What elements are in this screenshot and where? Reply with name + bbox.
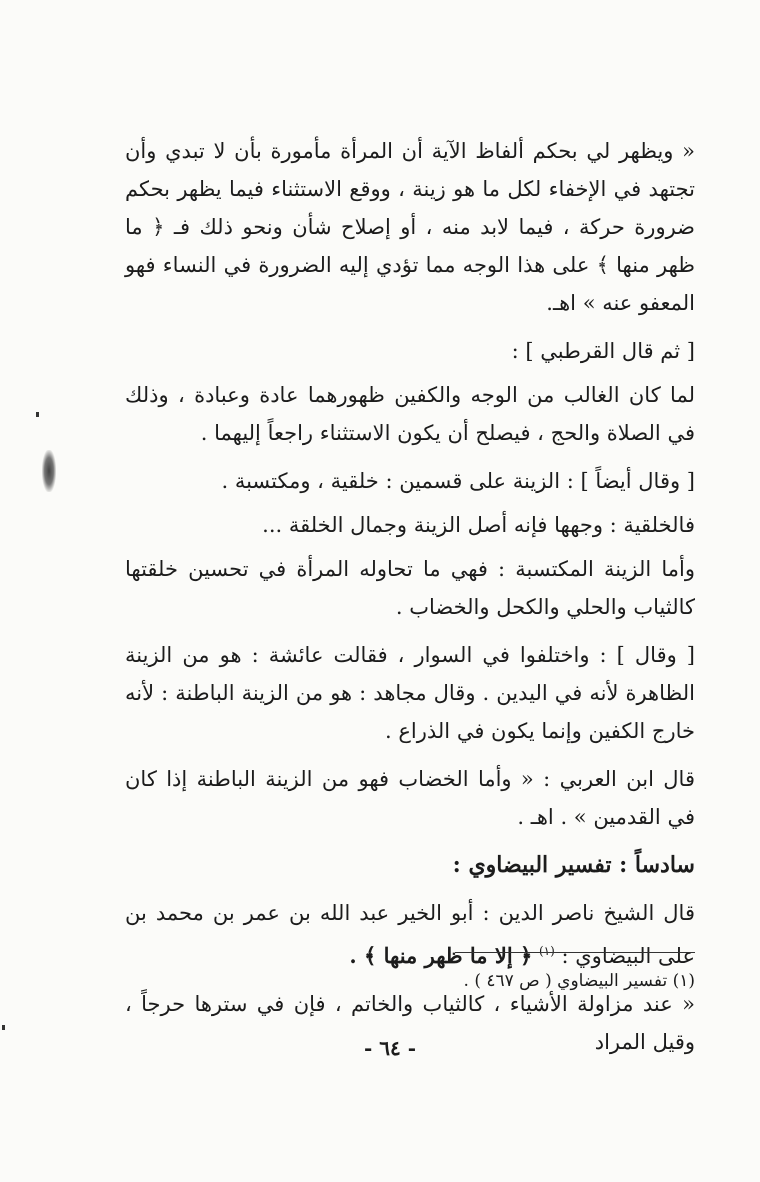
paragraph bbox=[125, 894, 695, 975]
paragraph: [ وقال أيضاً ] : الزينة على قسمين : خلقية ، ومكتسبة . bbox=[221, 469, 695, 493]
main-text bbox=[125, 132, 695, 1071]
section-heading: سادساً : تفسير البيضاوي : bbox=[452, 852, 695, 878]
footnote-divider bbox=[455, 952, 695, 953]
paragraph-text: قال الشيخ ناصر الدين : أبو الخير عبد الله بن عمر بن محمد بن على البيضاوي : bbox=[125, 901, 695, 968]
scan-speck bbox=[2, 1025, 5, 1030]
paragraph: وأما الزينة المكتسبة : فهي ما تحاوله المرأة في تحسين خلقتها كالثياب والحلي والكحل والخضاب . bbox=[125, 557, 695, 619]
paragraph: [ ثم قال القرطبي ] : bbox=[511, 339, 695, 363]
scan-speck bbox=[36, 412, 39, 417]
paragraph: فالخلقية : وجهها فإنه أصل الزينة وجمال الخلقة ... bbox=[262, 513, 695, 537]
page-number: - ٦٤ - bbox=[363, 1036, 416, 1060]
footnote: (١) تفسير البيضاوي ( ص ٤٦٧ ) . bbox=[463, 971, 695, 991]
quranic-verse: ﴿ إلا ما ظهر منها ﴾ . bbox=[349, 943, 533, 968]
paragraph: « ويظهر لي بحكم ألفاظ الآية أن المرأة مأمورة بأن لا تبدي وأن تجتهد في الإخفاء لكل ما هو زينة ، ووقع الاستثناء فيما يظهر بحكم ضرورة حركة ، فيما لابد منه ، أو إصلاح شأن ونحو ذلك فـ ﴿ ما ظهر منها ﴾ على هذا الوجه مما تؤدي إليه الضرورة في النساء فهو المعفو عنه » اهـ. bbox=[125, 139, 695, 315]
paragraph: [ وقال ] : واختلفوا في السوار ، فقالت عائشة : هو من الزينة الظاهرة لأنه في اليدين . وقال مجاهد : هو من الزينة الباطنة : لأنه خارج الكفين وإنما يكون في الذراع . bbox=[125, 643, 695, 743]
paragraph: قال ابن العربي : « وأما الخضاب فهو من الزينة الباطنة إذا كان في القدمين » . اهـ . bbox=[125, 767, 695, 829]
footnote-marker: (١) bbox=[538, 944, 555, 958]
paragraph: لما كان الغالب من الوجه والكفين ظهورهما عادة وعبادة ، وذلك في الصلاة والحج ، فيصلح أن يكون الاستثناء راجعاً إليهما . bbox=[125, 383, 695, 445]
scan-smudge bbox=[42, 450, 56, 492]
paragraph: « عند مزاولة الأشياء ، كالثياب والخاتم ، فإن في سترها حرجاً ، وقيل المراد bbox=[125, 992, 695, 1054]
